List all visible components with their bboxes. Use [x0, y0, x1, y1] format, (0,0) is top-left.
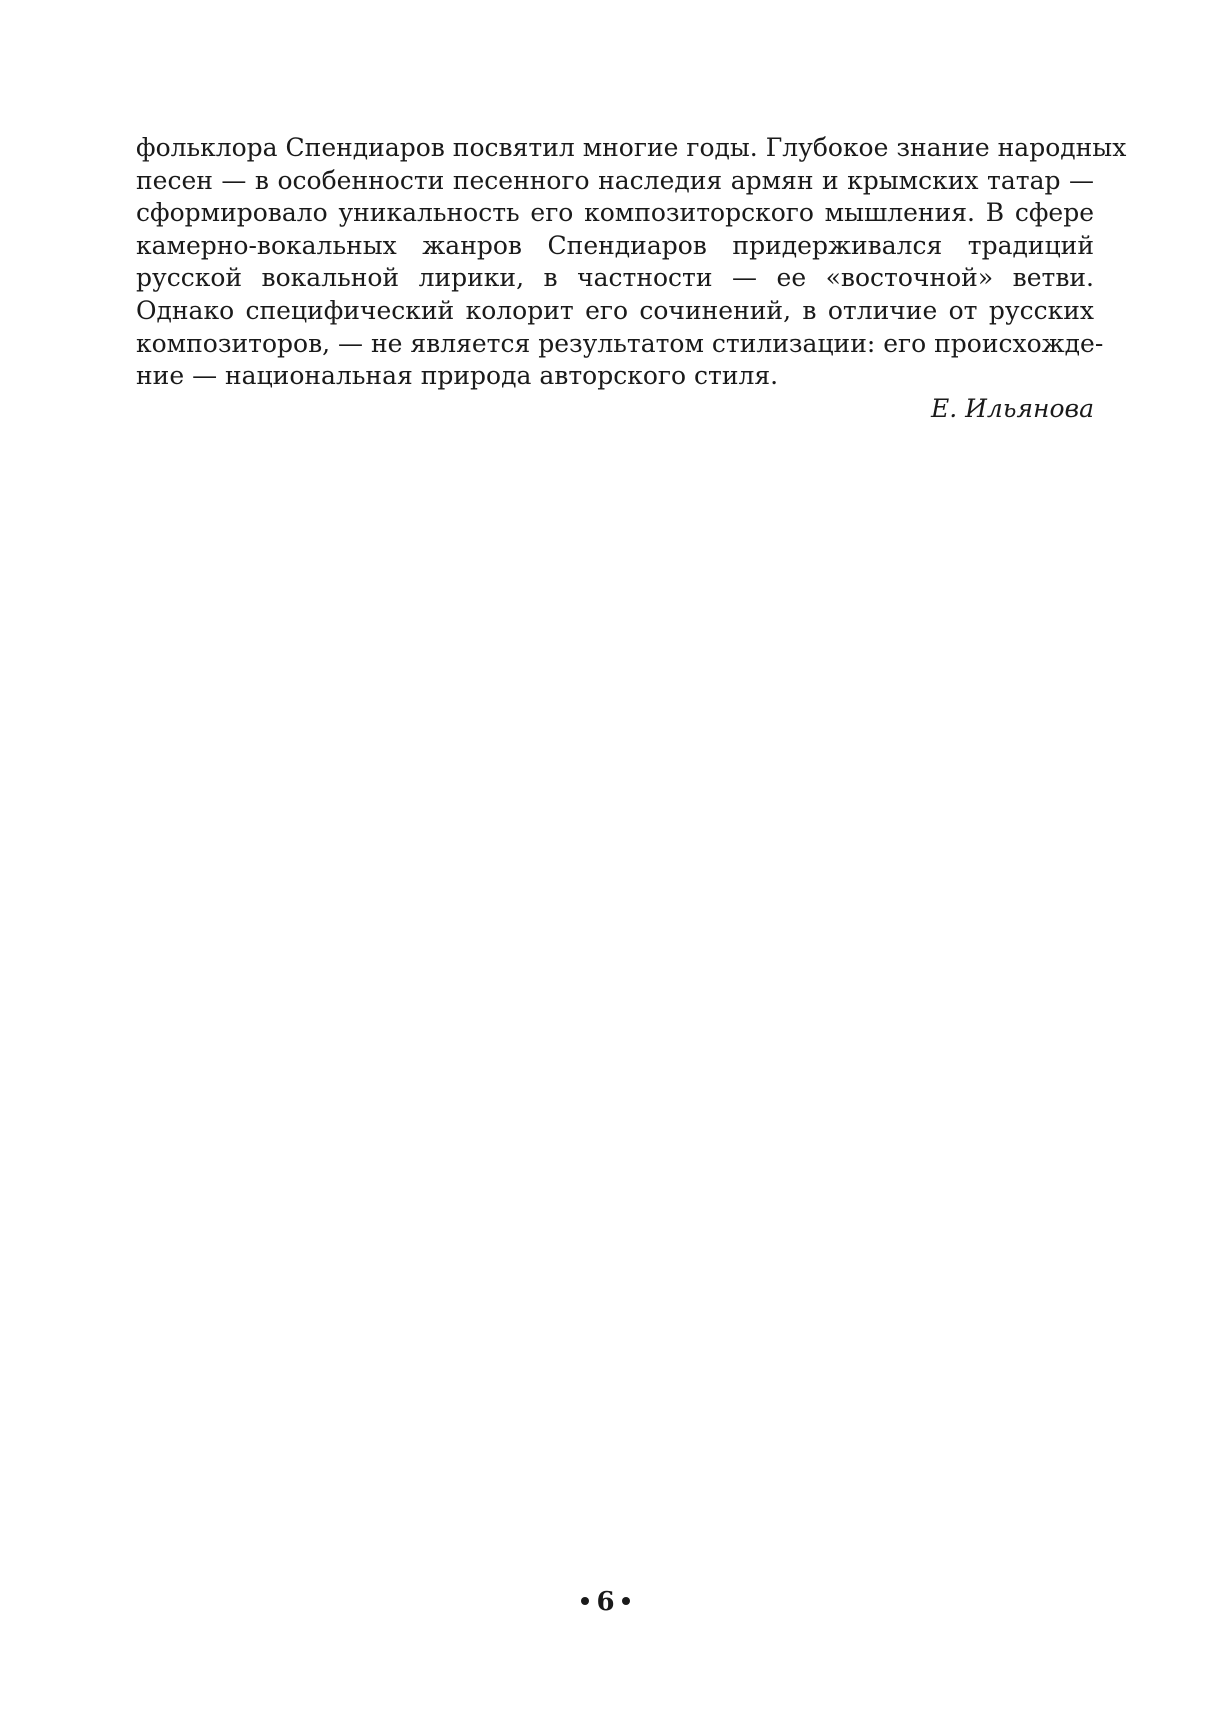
paragraph-line: Однако специфический колорит его сочинений, в отличие от русских: [136, 295, 1094, 325]
author-signature: Е. Ильянова: [930, 393, 1094, 423]
paragraph-line: фольклора Спендиаров посвятил многие годы. Глубокое знание народных: [136, 133, 1127, 162]
paragraph-line: русской вокальной лирики, в частности — ее «восточной» ветви.: [136, 263, 1094, 293]
page-number: [0, 1586, 1211, 1618]
bullet-right-icon: [622, 1597, 630, 1605]
paragraph-line: ние — национальная природа авторского стиля.: [136, 361, 779, 391]
page-number-value: 6: [596, 1587, 615, 1617]
paragraph-line: песен — в особенности песенного наследия армян и крымских татар —: [136, 165, 1094, 195]
bullet-left-icon: [581, 1597, 589, 1605]
paragraph-line: композиторов, — не является результатом стилизации: его происхожде-: [136, 328, 1104, 358]
paragraph-line: камерно-вокальных жанров Спендиаров придерживался традиций: [136, 230, 1094, 260]
body-paragraph: [136, 132, 1127, 425]
paragraph-line: сформировало уникальность его композиторского мышления. В сфере: [136, 198, 1094, 228]
